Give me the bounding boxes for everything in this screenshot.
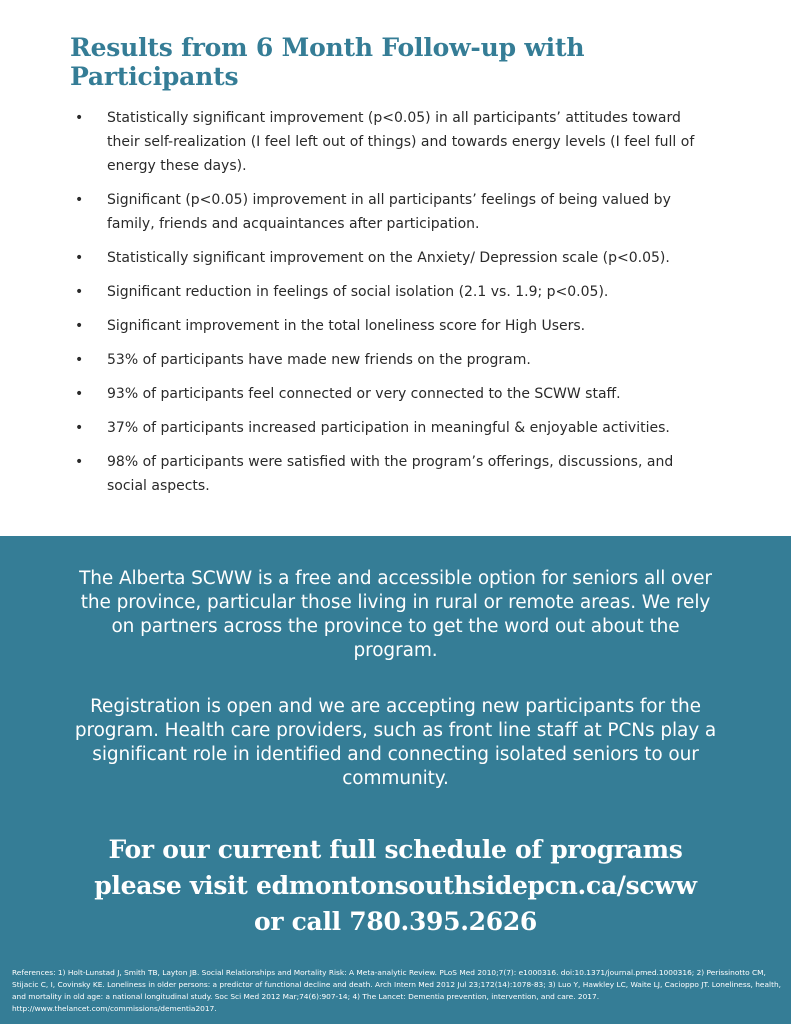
list-item	[71, 246, 711, 270]
bullet-icon: •	[75, 386, 84, 402]
cta-line-schedule: For our current full schedule of programs	[108, 835, 683, 864]
result-text: Significant reduction in feelings of social isolation (2.1 vs. 1.9; p<0.05).	[107, 284, 609, 300]
list-item	[71, 450, 711, 498]
bullet-icon: •	[75, 192, 84, 208]
result-text: Statistically significant improvement on the Anxiety/ Depression scale (p<0.05).	[107, 250, 670, 266]
result-text: 98% of participants were satisfied with the program’s offerings, discussions, and social aspects.	[107, 454, 674, 494]
bullet-icon: •	[75, 284, 84, 300]
references: References: 1) Holt-Lunstad J, Smith TB, Layton JB. Social Relationships and Mortality Risk: A Meta-analytic Review. PLoS Med 2010;7(7): e1000316. doi:10.1371/journal.pmed.1000316; 2) Perissinotto CM, Stijacic C, I, Covinsky KE. Loneliness in older persons: a predictor of functional decline and death. Arch Intern Med 2012 Jul 23;172(14):1078-83; 3) Luo Y, Hawkley LC, Waite LJ, Cacioppo JT. Loneliness, health, and mortality in old age: a national longitudinal study. Soc Sci Med 2012 Mar;74(6):907-14; 4) The Lancet: Dementia prevention, intervention, and care. 2017. http://www.thelancet.com/commissions/dementia2017.	[12, 968, 781, 1013]
cta-line-phone: or call 780.395.2626	[253, 907, 538, 936]
list-item	[71, 314, 711, 338]
list-item	[71, 382, 711, 406]
bullet-icon: •	[75, 454, 84, 470]
result-text: Statistically significant improvement (p<0.05) in all participants’ attitudes toward their self-realization (I feel left out of things) and towards energy levels (I feel full of energy these days).	[107, 110, 695, 174]
result-text: Significant (p<0.05) improvement in all participants’ feelings of being valued by family, friends and acquaintances after participation.	[107, 192, 671, 232]
list-item	[71, 280, 711, 304]
call-to-action	[40, 832, 751, 940]
bullet-icon: •	[75, 352, 84, 368]
results-list	[71, 106, 711, 508]
result-text: Significant improvement in the total loneliness score for High Users.	[107, 318, 586, 334]
result-text: 53% of participants have made new friends on the program.	[107, 352, 531, 368]
list-item	[71, 348, 711, 372]
list-item	[71, 188, 711, 236]
result-text: 93% of participants feel connected or very connected to the SCWW staff.	[107, 386, 621, 402]
info-panel	[0, 536, 791, 1024]
result-text: 37% of participants increased participation in meaningful & enjoyable activities.	[107, 420, 670, 436]
cta-line-website: please visit edmontonsouthsidepcn.ca/scww	[94, 871, 697, 900]
list-item	[71, 416, 711, 440]
bullet-icon: •	[75, 250, 84, 266]
program-description: The Alberta SCWW is a free and accessible option for seniors all over the province, particular those living in rural or remote areas. We rely on partners across the province to get the word out about the program.	[79, 568, 712, 661]
bullet-icon: •	[75, 318, 84, 334]
bullet-icon: •	[75, 420, 84, 436]
page-title: Results from 6 Month Follow-up with Participants	[70, 33, 585, 91]
registration-description: Registration is open and we are accepting new participants for the program. Health care providers, such as front line staff at PCNs play a significant role in identified and connecting isolated seniors to our community.	[74, 696, 717, 789]
list-item	[71, 106, 711, 178]
bullet-icon: •	[75, 110, 84, 126]
